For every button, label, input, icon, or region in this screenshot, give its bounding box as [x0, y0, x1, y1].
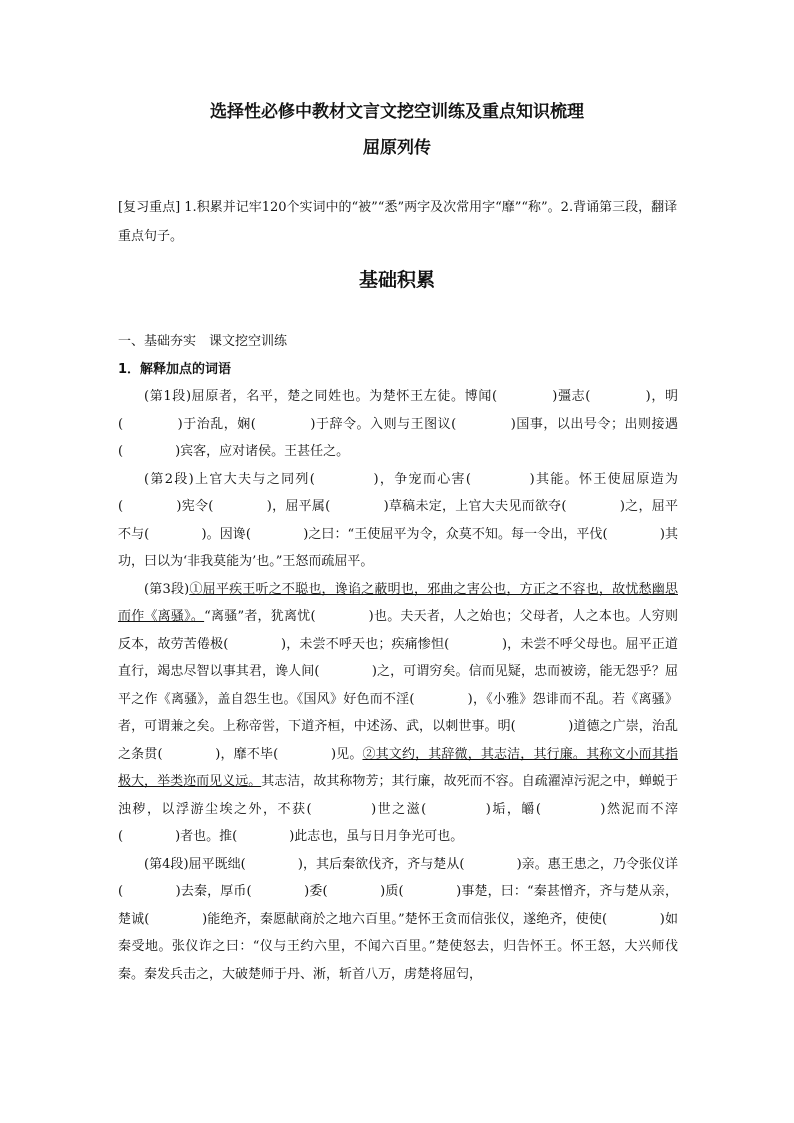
paragraph-3	[118, 576, 678, 851]
paragraph-3-prefix: (第3段)	[144, 581, 190, 597]
content-body	[118, 328, 678, 988]
paragraph-2: (第2段)上官大夫与之同列( )，争宠而心害( )其能。怀王使屈原造为( )宪令( )，屈平属( )草稿未定，上官大夫见而欲夺( )之，屈平不与( )。因谗( )之曰：“王使屈平为令，众莫不知。每一令出，平伐( )其功，曰以为‘非我莫能为’也。”王怒而疏屈平。	[118, 471, 678, 569]
subsection-heading: 1．解释加点的词语	[118, 361, 232, 377]
section-title: 基础积累	[358, 269, 435, 291]
document-subtitle: 屈原列传	[363, 138, 431, 158]
paragraph-3-suffix: 其志洁，故其称物芳；其行廉，故死而不容。自疏濯淖污泥之中，蝉蜕于浊秽，以浮游尘埃之外，不获( )世之滋( )垢，皭( )然泥而不滓( )者也。推( )此志也，虽与日月争光可也。	[118, 774, 678, 844]
review-focus	[118, 193, 678, 251]
document-title: 选择性必修中教材文言文挖空训练及重点知识梳理	[210, 102, 584, 122]
paragraph-3-middle: “离骚”者，犹离忧( )也。夫天者，人之始也；父母者，人之本也。人穷则反本，故劳苦倦极( )，未尝不呼天也；疾痛惨怛( )，未尝不呼父母也。屈平正道直行，竭忠尽智以事其君，谗人间( )之，可谓穷矣。信而见疑，忠而被谤，能无怨乎？屈平之作《离骚》，盖自怨生也。《国风》好色而不淫( )，《小雅》怨诽而不乱。若《离骚》者，可谓兼之矣。上称帝喾，下道齐桓，中述汤、武，以刺世事。明( )道德之广崇，治乱之条贯( )，靡不毕( )见。	[118, 609, 678, 762]
underlined-sentence-1: ①屈平疾王听之不聪也，谗谄之蔽明也，邪曲之害公也，方正之不容也，故忧愁幽思而作《离骚》。	[118, 581, 678, 624]
review-text: 1.积累并记牢120个实词中的“被”“悉”两字及次常用字“靡”“称”。2.背诵第三段，翻译重点句子。	[118, 200, 678, 244]
paragraph-4: (第4段)屈平既绌( )，其后秦欲伐齐，齐与楚从( )亲。惠王患之，乃令张仪详( )去秦，厚币( )委( )质( )事楚，曰：“秦甚憎齐，齐与楚从亲，楚诚( )能绝齐，秦愿献商於之地六百里。”楚怀王贪而信张仪，遂绝齐，使使( )如秦受地。张仪诈之曰：“仪与王约六里，不闻六百里。”楚使怒去，归告怀王。怀王怒，大兴师伐秦。秦发兵击之，大破楚师于丹、淅，斩首八万，虏楚将屈匄，	[118, 856, 678, 982]
underlined-sentence-2: ②其文约，其辞微，其志洁，其行廉。其称文小而其指极大，举类迩而见义远。	[118, 746, 678, 789]
section-heading: 一、基础夯实 课文挖空训练	[118, 334, 288, 349]
review-label: [复习重点]	[118, 200, 181, 215]
paragraph-1: (第1段)屈原者，名平，楚之同姓也。为楚怀王左徒。博闻( )彊志( )，明( )于治乱，娴( )于辞令。入则与王图议( )国事，以出号令；出则接遇( )宾客，应对诸侯。王甚任之。	[118, 389, 678, 459]
